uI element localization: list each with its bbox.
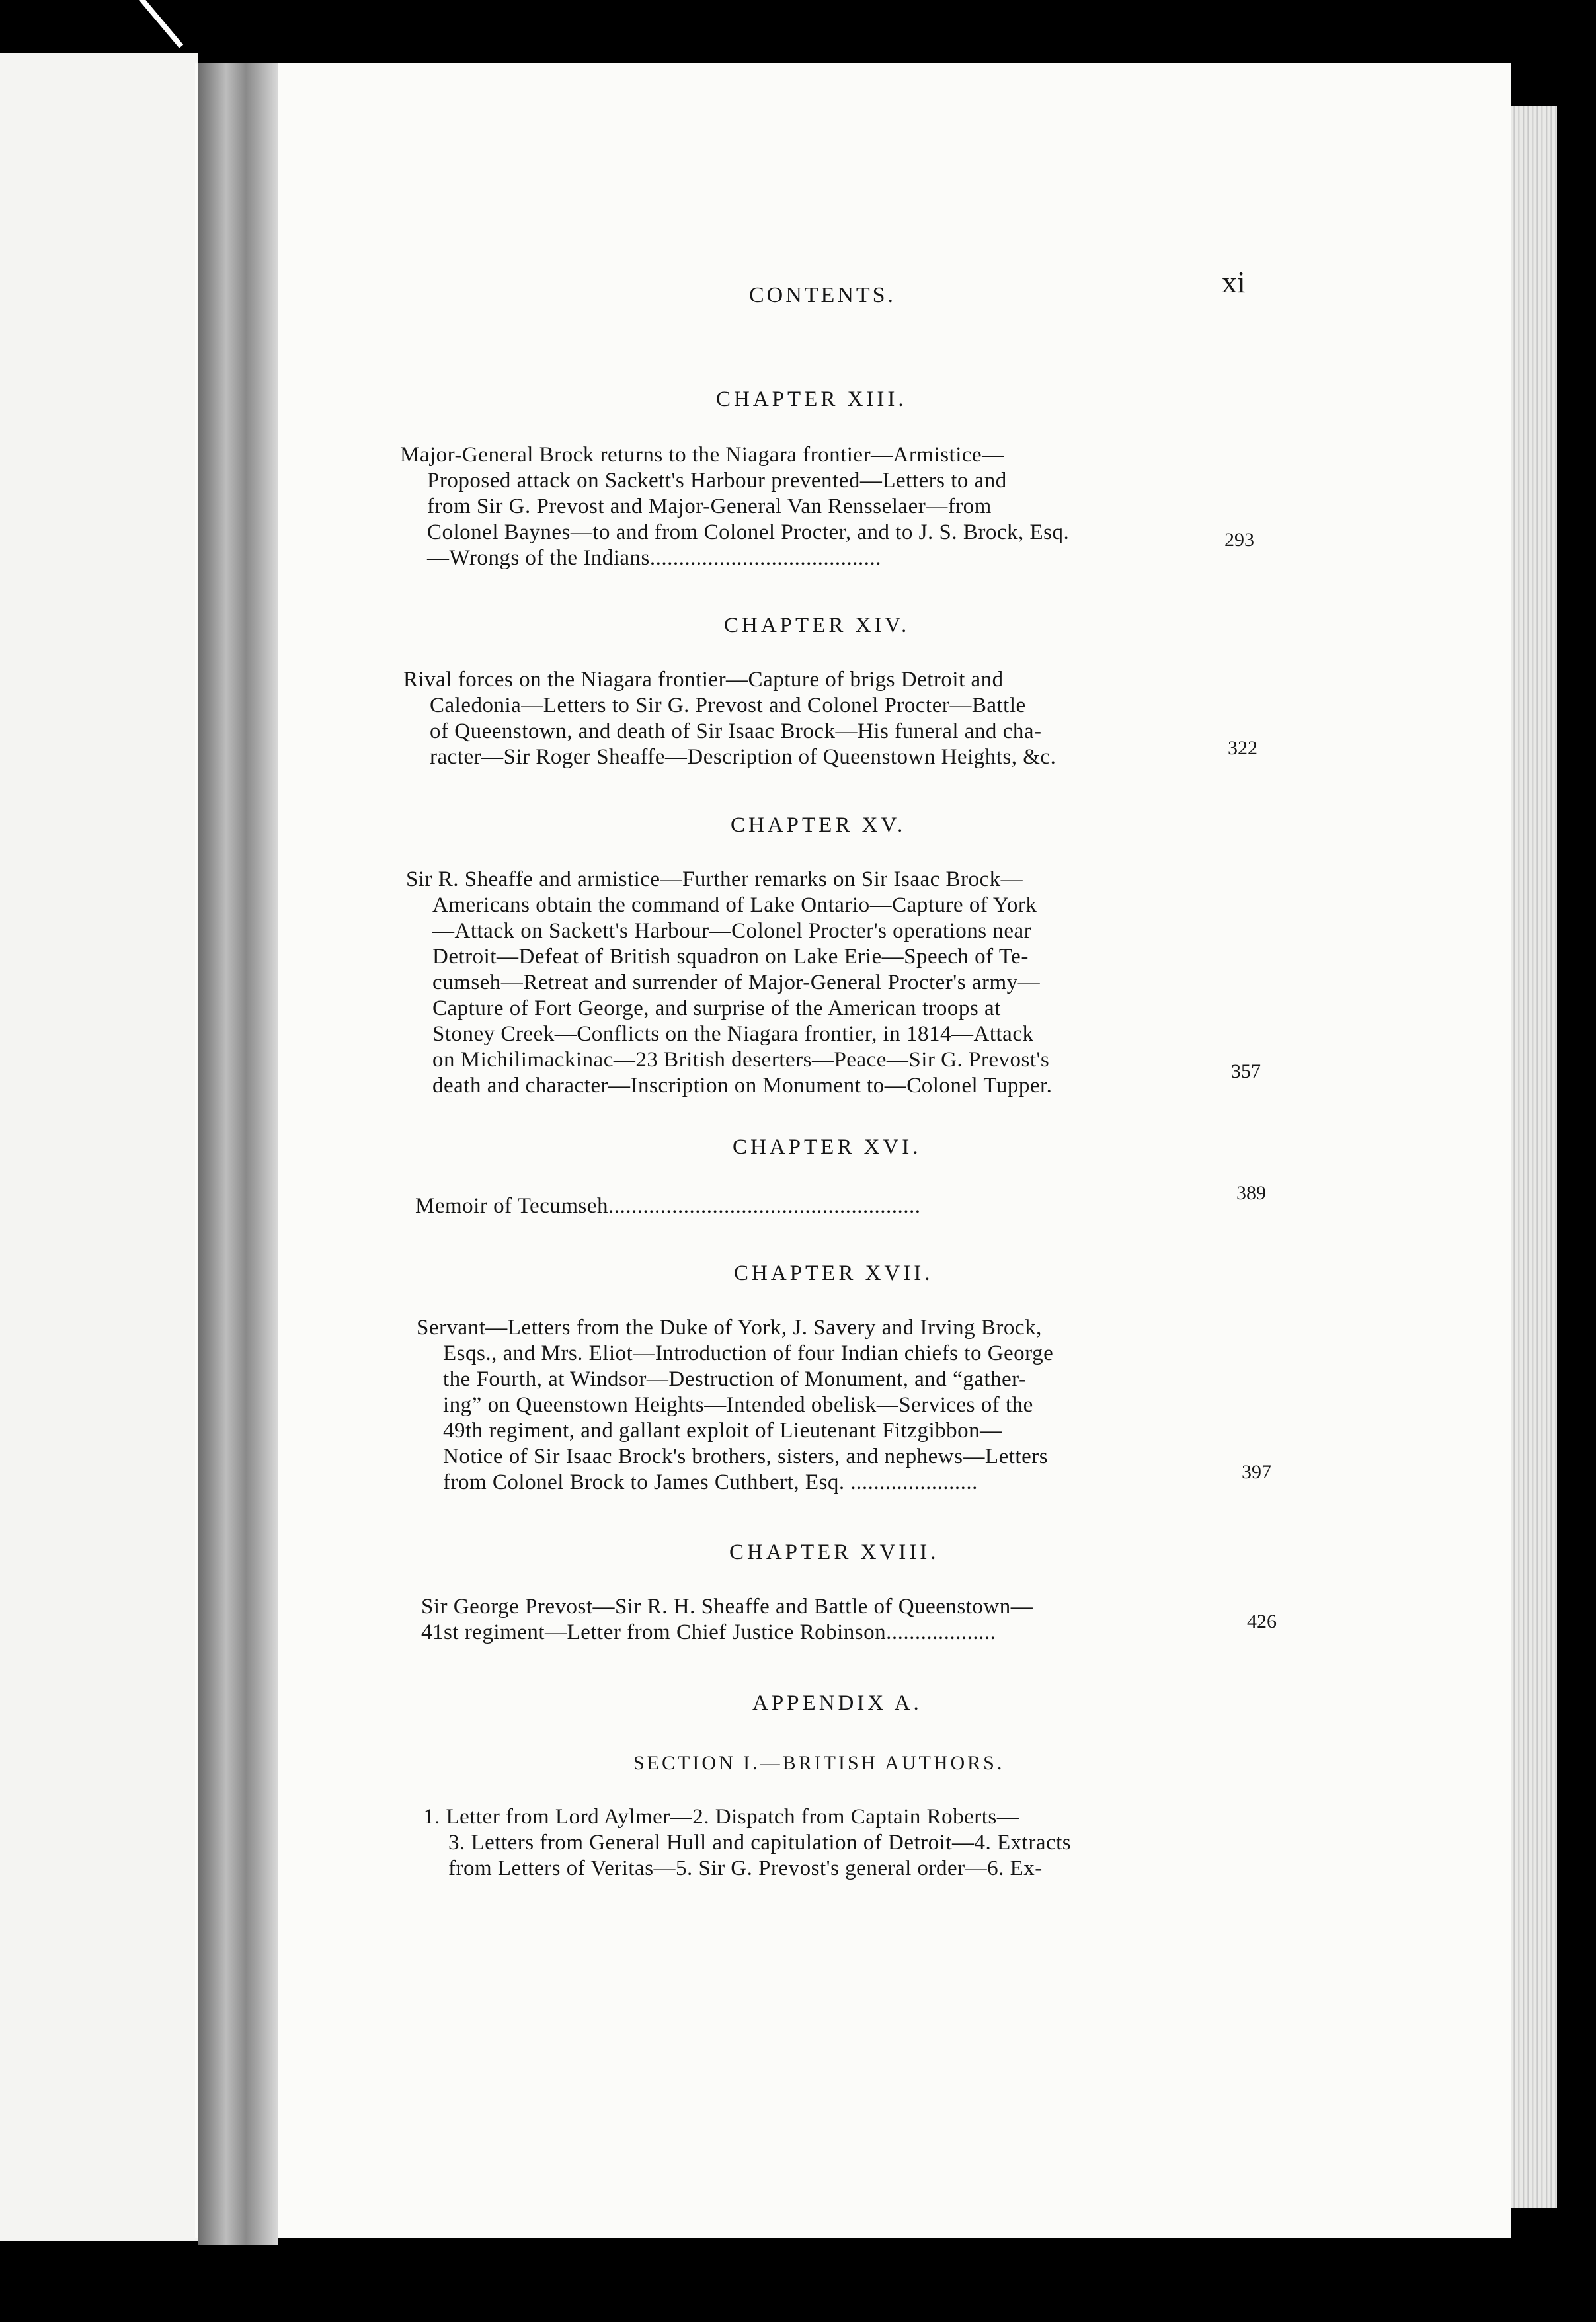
chapter-heading: CHAPTER XVIII. bbox=[729, 1541, 939, 1564]
scan-artifact bbox=[139, 0, 183, 48]
contents-line: from Colonel Brock to James Cuthbert, Esq. ...................... bbox=[443, 1470, 978, 1494]
contents-line: 1. Letter from Lord Aylmer—2. Dispatch from Captain Roberts— bbox=[423, 1805, 1019, 1829]
contents-line: of Queenstown, and death of Sir Isaac Brock—His funeral and cha- bbox=[430, 719, 1042, 743]
chapter-heading: CHAPTER XV. bbox=[731, 813, 906, 837]
contents-line: on Michilimackinac—23 British deserters—Peace—Sir G. Prevost's bbox=[432, 1048, 1050, 1072]
page-number: 389 bbox=[1236, 1182, 1266, 1204]
contents-line: the Fourth, at Windsor—Destruction of Monument, and “gather- bbox=[443, 1367, 1027, 1391]
chapter-heading: CHAPTER XVI. bbox=[733, 1135, 922, 1159]
page-folio: xi bbox=[1222, 265, 1246, 299]
contents-line: —Wrongs of the Indians........................................ bbox=[427, 546, 881, 570]
contents-line: Colonel Baynes—to and from Colonel Procter, and to J. S. Brock, Esq. bbox=[427, 520, 1070, 544]
page-number: 357 bbox=[1231, 1061, 1261, 1082]
contents-line: racter—Sir Roger Sheaffe—Description of Queenstown Heights, &c. bbox=[430, 745, 1057, 769]
contents-line: Caledonia—Letters to Sir G. Prevost and Colonel Procter—Battle bbox=[430, 694, 1026, 717]
page-number: 426 bbox=[1247, 1611, 1277, 1632]
contents-line: ing” on Queenstown Heights—Intended obelisk—Services of the bbox=[443, 1393, 1033, 1417]
contents-line: cumseh—Retreat and surrender of Major-General Procter's army— bbox=[432, 971, 1041, 994]
contents-line: Servant—Letters from the Duke of York, J. Savery and Irving Brock, bbox=[417, 1316, 1042, 1340]
contents-line: Stoney Creek—Conflicts on the Niagara frontier, in 1814—Attack bbox=[432, 1022, 1034, 1046]
running-head: CONTENTS. bbox=[749, 283, 897, 307]
contents-line: —Attack on Sackett's Harbour—Colonel Procter's operations near bbox=[432, 919, 1032, 943]
contents-line: Capture of Fort George, and surprise of the American troops at bbox=[432, 996, 1001, 1020]
contents-line: Notice of Sir Isaac Brock's brothers, sisters, and nephews—Letters bbox=[443, 1445, 1049, 1468]
chapter-heading: CHAPTER XIV. bbox=[724, 614, 910, 637]
contents-line: from Letters of Veritas—5. Sir G. Prevost's general order—6. Ex- bbox=[448, 1857, 1043, 1880]
contents-line: Memoir of Tecumseh...................................................... bbox=[415, 1194, 921, 1218]
contents-line: Proposed attack on Sackett's Harbour prevented—Letters to and bbox=[427, 469, 1007, 493]
page-number: 397 bbox=[1242, 1461, 1271, 1483]
contents-line: death and character—Inscription on Monument to—Colonel Tupper. bbox=[432, 1074, 1053, 1098]
page-number: 293 bbox=[1224, 529, 1254, 551]
appendix-heading: APPENDIX A. bbox=[752, 1691, 922, 1715]
section-heading: SECTION I.—BRITISH AUTHORS. bbox=[633, 1752, 1005, 1774]
page-gutter bbox=[198, 63, 278, 2245]
page-number: 322 bbox=[1228, 737, 1257, 759]
chapter-heading: CHAPTER XVII. bbox=[734, 1261, 934, 1285]
contents-line: 49th regiment, and gallant exploit of Lieutenant Fitzgibbon— bbox=[443, 1419, 1002, 1443]
contents-line: Americans obtain the command of Lake Ontario—Capture of York bbox=[432, 893, 1037, 917]
contents-line: Esqs., and Mrs. Eliot—Introduction of four Indian chiefs to George bbox=[443, 1341, 1054, 1365]
contents-line: Sir R. Sheaffe and armistice—Further remarks on Sir Isaac Brock— bbox=[406, 867, 1023, 891]
contents-line: Major-General Brock returns to the Niagara frontier—Armistice— bbox=[400, 443, 1004, 467]
contents-line: from Sir G. Prevost and Major-General Van Rensselaer—from bbox=[427, 495, 992, 518]
page-edges bbox=[1511, 106, 1557, 2208]
contents-line: Detroit—Defeat of British squadron on Lake Erie—Speech of Te- bbox=[432, 945, 1029, 969]
contents-line: Sir George Prevost—Sir R. H. Sheaffe and Battle of Queenstown— bbox=[421, 1595, 1033, 1619]
facing-page bbox=[0, 53, 198, 2241]
contents-line: 41st regiment—Letter from Chief Justice Robinson................... bbox=[421, 1621, 996, 1644]
contents-line: Rival forces on the Niagara frontier—Capture of brigs Detroit and bbox=[403, 668, 1004, 692]
contents-line: 3. Letters from General Hull and capitulation of Detroit—4. Extracts bbox=[448, 1831, 1072, 1855]
chapter-heading: CHAPTER XIII. bbox=[716, 387, 907, 411]
